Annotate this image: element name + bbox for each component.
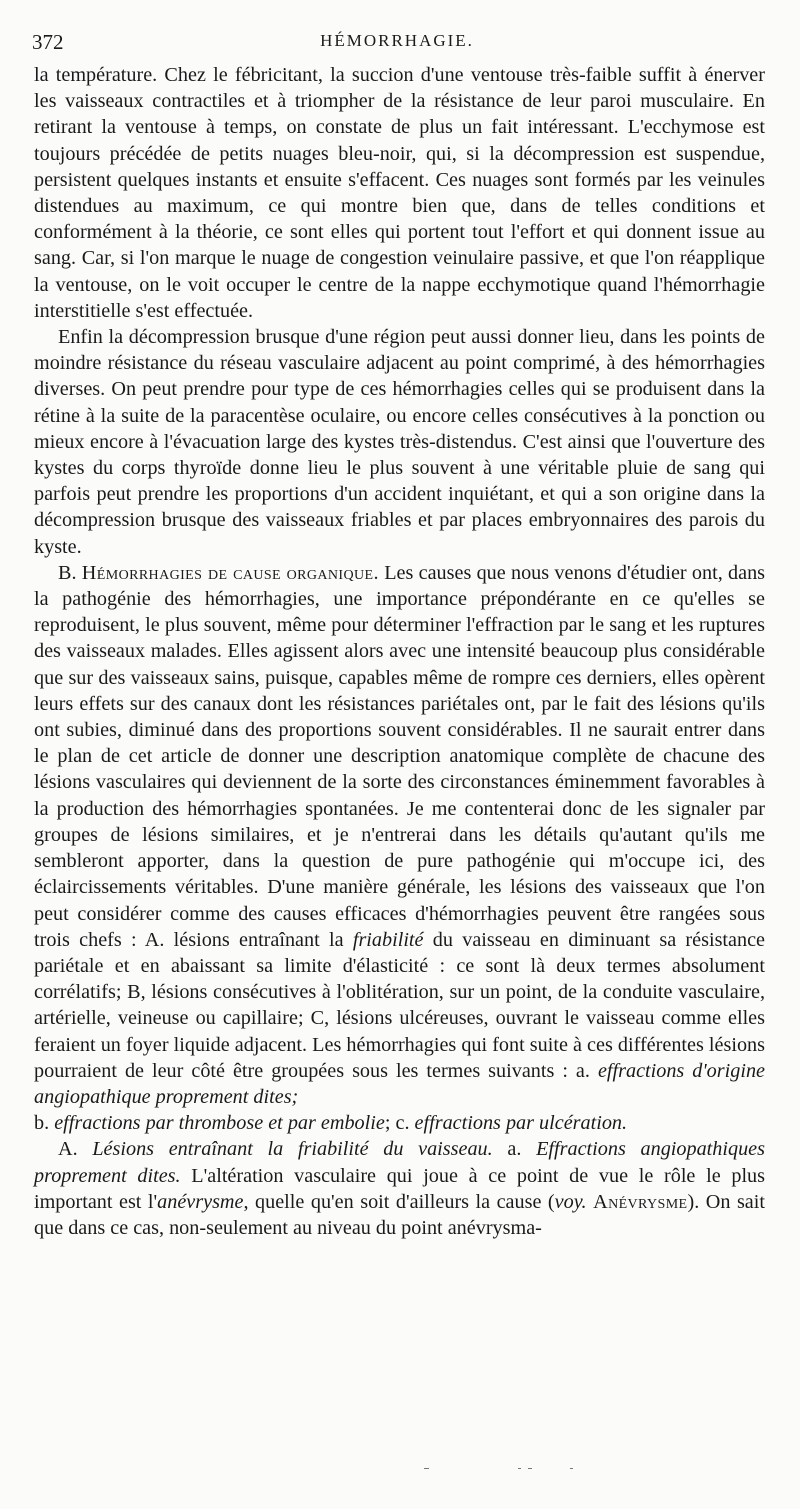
emphasis-anevrysme: anévrysme <box>157 1190 244 1213</box>
body-text <box>34 62 765 1241</box>
subsection-subheading: Effractions angiopathiques proprement dites. <box>34 1138 765 1187</box>
paragraph-1 <box>34 62 765 324</box>
emphasis-category-a: effractions d'origine angiopathique proprement dites; <box>34 1059 766 1108</box>
footer-print-marks <box>420 1468 620 1474</box>
subsection-heading: Lésions entraînant la friabilité du vaisseau. <box>92 1138 493 1161</box>
paragraph-4 <box>34 1136 765 1241</box>
cross-reference-anevrysme: Anévrysme <box>593 1190 688 1213</box>
paragraph-3 <box>34 560 765 1136</box>
paragraph-2-text: Enfin la décompression brusque d'une région peut aussi donner lieu, dans les points de moindre résistance du réseau vasculaire adjacent au point comprimé, à des hémorrhagies diverses. On peut prendre pour type de ces hémorrhagies celles qui se produisent dans la rétine à la suite de la paracentèse oculaire, ou encore celles consécutives à la ponction ou mieux encore à l'évacuation large des kystes très-distendus. C'est ainsi que l'ouverture des kystes du corps thyroïde donne lieu le plus souvent à une véritable pluie de sang qui parfois peut prendre les proportions d'un accident inquiétant, et qui a son origine dans la décompression brusque des vaisseaux friables et par places embryonnaires des parois du kyste. <box>34 326 765 558</box>
paragraph-3-text-a: Les causes que nous venons d'étudier ont, dans la pathogénie des hémorrhagies, une importance prépondérante en ce qu'elles se reproduisent, le plus souvent, même pour déterminer l'effraction par le sang et les ruptures des vaisseaux malades. Elles agissent alors avec une intensité beaucoup plus considérable que sur des vaisseaux sains, puisque, capables même de rompre ces derniers, elles opèrent leurs effets sur des canaux dont les résistances pariétales ont, par le fait des lésions qu'ils ont subies, diminué dans des proportions souvent considérables. Il ne saurait entrer dans le plan de cet article de donner une description anatomique complète de chacune des lésions vasculaires qui deviennent de la sorte des circonstances éminemment favorables à la production des hémorrhagies spontanées. Je me contenterai donc de les signaler par groupes de lésions similaires, et je n'entrerai dans les détails qu'autant qu'ils me sembleront apporter, dans la question de pure pathogénie qui m'occupe ici, des éclaircissements véritables. D'une manière générale, les lésions des vaisseaux que l'on peut considérer comme des causes efficaces d'hémorrhagies peuvent être rangées sous trois chefs : A. lésions entraînant la <box>34 561 766 951</box>
paragraph-2 <box>34 324 765 560</box>
emphasis-category-b: effractions par thrombose et par embolie <box>54 1112 385 1135</box>
emphasis-category-c: effractions par ulcération. <box>414 1112 628 1135</box>
paragraph-3-text-b: du vaisseau en diminuant sa résistance pariétale et en abaissant sa limite d'élasticité : ce sont là deux termes absolument corrélatifs; B, lésions consécutives à l'oblitération, sur un point, de la conduite vasculaire, artérielle, veineuse ou capillaire; C, lésions ulcéreuses, ouvrant le vaisseau comme elles feraient un foyer liquide adjacent. Les hémorrhagies qui font suite à ces différentes lésions pourraient de leur côté être groupées sous les termes suivants : a. <box>34 928 766 1082</box>
print-mark <box>518 1468 521 1469</box>
print-mark <box>570 1468 573 1469</box>
emphasis-voy: voy. <box>554 1190 587 1213</box>
running-title: HÉMORRHAGIE. <box>320 31 474 50</box>
paragraph-3-text-d: ; c. <box>384 1112 410 1135</box>
print-mark <box>528 1468 532 1469</box>
paragraph-4-text-b: L'altération vasculaire qui joue à ce point de vue le rôle le plus important est l' <box>34 1164 766 1213</box>
section-marker-a: A. <box>58 1138 78 1161</box>
paragraph-3-text-c: b. <box>34 1112 50 1135</box>
running-head <box>32 30 762 58</box>
section-heading-organic: Hémorrhagies de cause organique. <box>81 561 379 584</box>
paragraph-1-text: la température. Chez le fébricitant, la succion d'une ventouse très-faible suffit à énerver les vaisseaux contractiles et à triompher de la résistance de leur paroi musculaire. En retirant la ventouse à temps, on constate de plus un fait intéressant. L'ecchymose est toujours précédée de petits nuages bleu-noir, qui, si la décompression est suspendue, persistent quelques instants et ensuite s'effacent. Ces nuages sont formés par les veinules distendues au maximum, ce qui montre bien que, dans de telles conditions et conformément à la théorie, ce sont elles qui portent tout l'effort et qui donnent issue au sang. Car, si l'on marque le nuage de congestion veinulaire passive, et que l'on réapplique la ventouse, on le voit occuper le centre de la nappe ecchymotique quand l'hémorrhagie interstitielle s'est effectuée. <box>34 64 765 322</box>
page-number: 372 <box>32 30 64 54</box>
print-mark <box>424 1468 429 1469</box>
paragraph-4-text-d: ). On sait que dans ce cas, non-seulement au niveau du point anévrysma- <box>34 1190 765 1239</box>
section-marker-b: B. <box>58 561 77 584</box>
paragraph-4-text-c: , quelle qu'en soit d'ailleurs la cause ( <box>243 1190 555 1213</box>
paragraph-4-text-a: a. <box>507 1138 522 1161</box>
emphasis-friabilite: friabilité <box>352 928 424 951</box>
